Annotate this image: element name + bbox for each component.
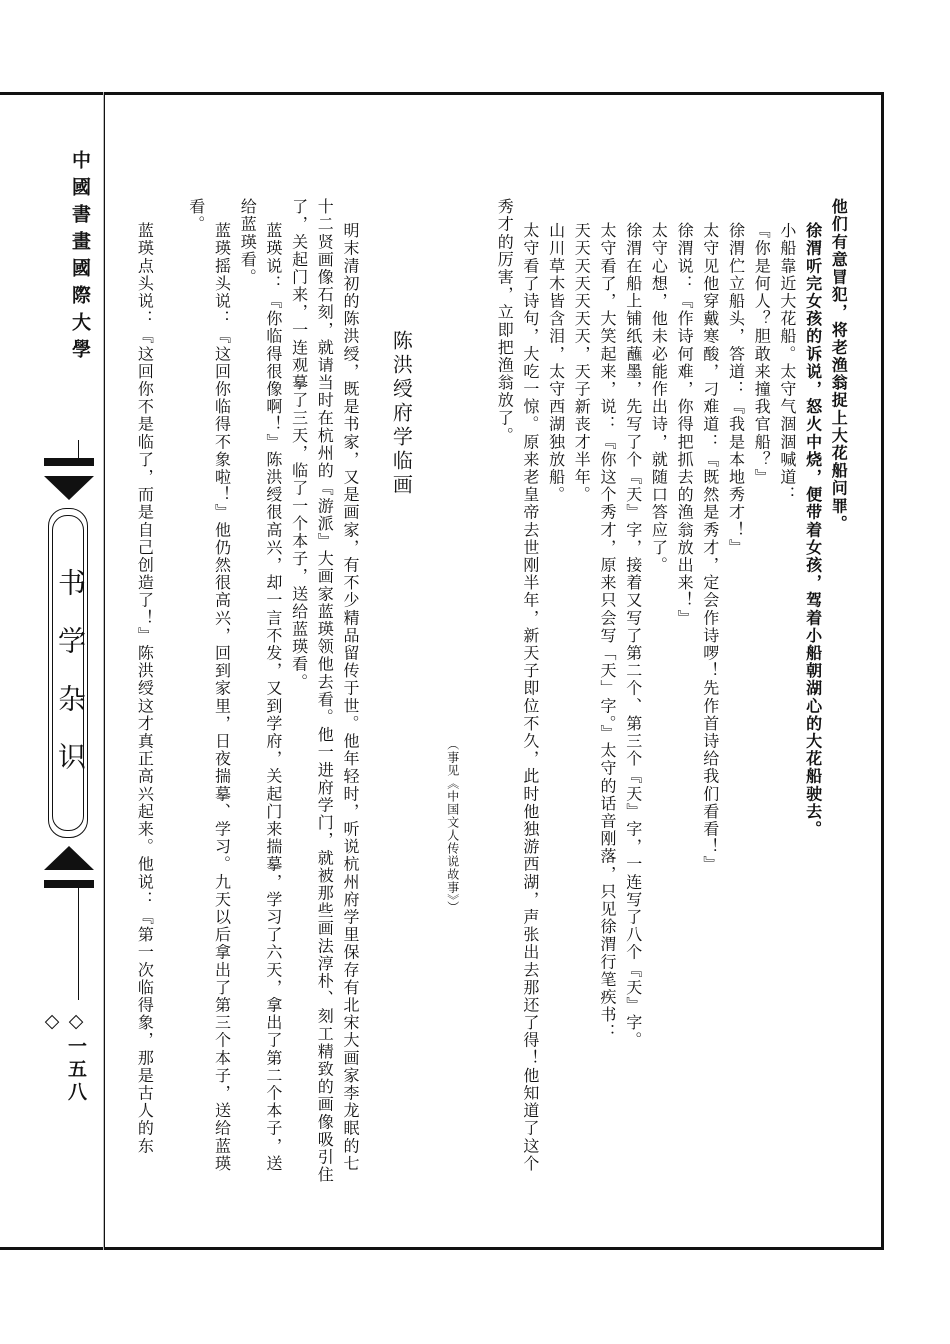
text-column: 徐渭说：『作诗何难，你得把抓去的渔翁放出来！』 <box>675 222 695 627</box>
body-text <box>130 190 852 1200</box>
text-column: 了，关起门来，一连观摹了三天，临了一个本子，送给蓝瑛看。 <box>289 198 309 691</box>
text-column: 小船靠近大花船。太守气涸涸喊道： <box>777 222 797 504</box>
text-column: 太守看了诗句，大吃一惊。原来老皇帝去世刚半年，新天子即位不久，此时他独游西湖，声张出去那还了得！他知道了这个 <box>520 222 540 1173</box>
book-title: 书学杂识 <box>54 568 87 800</box>
page-number: ◇一五八◇ <box>41 1010 87 1105</box>
text-column: 他们有意冒犯，将老渔翁捉上大花船问罪。 <box>829 198 849 533</box>
sidebar-divider-bottom <box>78 888 79 1000</box>
text-column: 太守心想，他未必能作出诗，就随口答应了。 <box>649 222 669 574</box>
text-column: 山川草木皆含泪，太守西湖独放船。 <box>546 222 566 504</box>
banner-bar-top <box>44 458 94 466</box>
text-column: 看。 <box>186 198 206 234</box>
text-column: 蓝瑛说：『你临得很像啊！』陈洪绶很高兴，却一言不发，又到学府，关起门来揣摹，学习了六天，拿出了第二个本子，送 <box>263 222 283 1173</box>
banner-bar-bottom <box>44 880 94 888</box>
text-column: 『你是何人？胆敢来撞我官船？』 <box>752 222 772 486</box>
text-column: 蓝瑛摇头说：『这回你临得不象啦！』他仍然很高兴，回到家里，日夜揣摹、学习。九天以后拿出了第三个本子，送给蓝瑛 <box>212 222 232 1173</box>
text-column: 蓝瑛点头说：『这回你不是临了，而是自己创造了！』陈洪绶这才真正高兴起来。他说：『第一次临得象，那是古人的东 <box>135 222 155 1155</box>
text-column: 明末清初的陈洪绶，既是书家，又是画家，有不少精品留传于世。他年轻时，听说杭州府学里保存有北宋大画家李龙眠的七 <box>341 222 360 1173</box>
banner-chevron-top-icon <box>44 476 94 500</box>
text-column: 太守见他穿戴寒酸，刁难道：『既然是秀才，定会作诗啰！先作首诗给我们看看！』 <box>700 222 720 874</box>
text-column: 太守看了，大笑起来，说：『你这个秀才，原来只会写「天」字。』太守的话音刚落，只见徐渭行笔疾书： <box>598 222 617 1042</box>
text-column: 徐渭伫立船头，答道：『我是本地秀才！』 <box>726 222 746 557</box>
text-column: 秀才的厉害，立即把渔翁放了。 <box>495 198 515 445</box>
university-name: 中國書畫國際大學 <box>69 150 91 366</box>
source-citation: （事见《中国文人传说故事》） <box>445 738 460 914</box>
sidebar-divider-top <box>78 440 79 458</box>
text-column: 给蓝瑛看。 <box>238 198 258 286</box>
inner-rule <box>104 92 111 1250</box>
article-title: 陈洪绶府学临画 <box>389 330 414 498</box>
banner-chevron-bottom-icon <box>44 846 94 870</box>
text-column: 天天天天天天天，天子新丧才半年。 <box>572 222 592 504</box>
text-column: 徐渭在船上铺纸蘸墨，先写了个『天』字，接着又写了第二个、第三个『天』字，一连写了八个『天』字。 <box>623 222 643 1050</box>
text-column: 十二贤画像石刻，就请当时在杭州的『游派』大画家蓝瑛领他去看。他一进府学门，就被那些画法淳朴、刻工精致的画像吸引住 <box>315 198 335 1184</box>
text-column: 徐渭听完女孩的诉说，怒火中烧，便带着女孩，驾着小船朝湖心的大花船驶去。 <box>803 222 823 838</box>
